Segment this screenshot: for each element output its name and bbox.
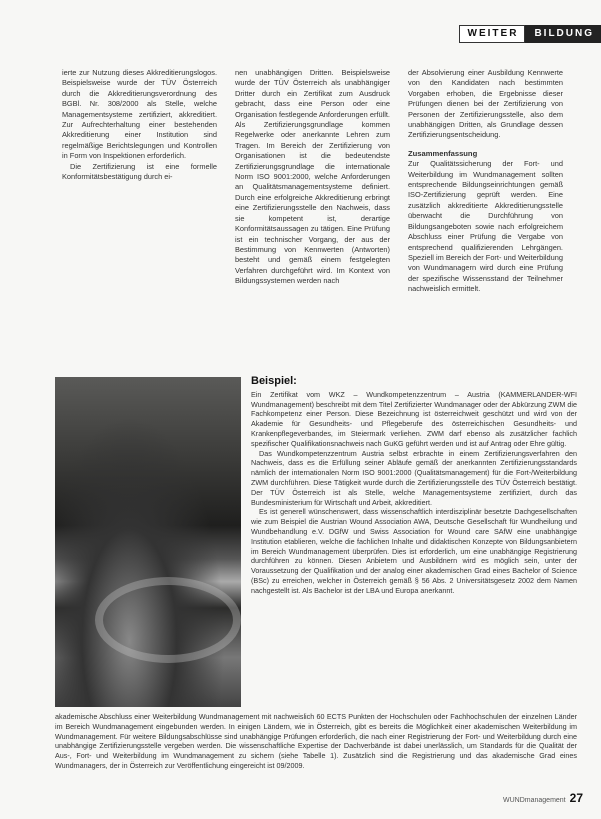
column-2 — [235, 68, 390, 295]
summary-text: Zur Qualitätssicherung der Fort- und Weiterbildung im Wundmanagement sollten entsprechende Bildungseinrichtungen gemäß ISO-Zertifizierung geprüft werden. Eine zusätzlich akkreditierte Akkreditierungsstelle überwacht die Durchführung von Bildungsangeboten sowie nach erfolgreichem Abschluss einer Prüfung die Vergabe von entsprechend qualifizierenden Lehrgängen. Speziell im Bereich der Fort- und Weiterbildung von Wundmanagern wird durch eine Prüfung der spezifische Wissensstand der Teilnehmer nachweislich ermittelt. — [408, 159, 563, 294]
magazine-name: WUNDmanagement — [503, 797, 566, 804]
example-heading: Beispiel: — [251, 375, 297, 387]
section-tag — [459, 25, 601, 43]
column-3-paragraph-1: der Absolvierung einer Ausbildung Kennwerte von den Kandidaten nach bestimmten Vorgaben erhoben, die Ergebnisse dieser Prüfungen dienen bei der Zertifizierung von Personen der Zertifizierungsstelle, also dem unabhängigen Dritten, als Grundlage dessen Zertifizierungsentscheidung. — [408, 68, 563, 140]
wound-photo — [55, 377, 241, 707]
section-label-left: WEITER — [459, 25, 526, 43]
column-2-paragraph-1: nen unabhängigen Dritten. Beispielsweise wurde der TÜV Österreich als unabhängiger Dritter durch ein Zertifikat zum Ausdruck gebracht, dass eine Person oder eine Organisation festlegende Anforderungen erfüllt. Als Zertifizierungsgrundlage kommen Regelwerke oder anerkannte Lehren zum Tragen. Im Bereich der Zertifizierung von Organisationen ist die bedeutendste Zertifizierungsgrundlage die internationale Norm ISO 9001:2000, welche Anforderungen an Qualitätsmanagementsysteme definiert. Durch eine erfolgreiche Akkreditierung erbringt eine Zertifizierungsstelle den Nachweis, dass sie kompetent ist, derartige Konformitätsaussagen zu tätigen. Eine Prüfung ist ein technischer Vorgang, der aus der Bestimmung von Kennwerten (Antworten) besteht und gemäß einem festgelegten Verfahren durchgeführt wird. Im Kontext von Bildungssystemen werden nach — [235, 68, 390, 286]
example-wide-text: akademische Abschluss einer Weiterbildung Wundmanagement mit nachweislich 60 ECTS Punkten der Hochschulen oder Fachhochschulen der einzelnen Länder im Bereich Wundmanagement eingebunden werden. In einigen Ländern, wie in Österreich, gibt es bereits die Möglichkeit einer akademischen Weiterbildung im Wundmanagement. Für weitere Bildungsabschlüsse sind unabhängige Prüfungen erforderlich, die nach einer Registrierung der Fort- und Weiterbildung durch eine unabhängige Zertifizierungsstelle vergeben werden. Die wissenschaftliche Expertise der Dachverbände ist dabei unerlässlich, um Standards für die Qualität der Aus-, Fort- und Weiterbildung im Wundmanagement zu sichern (siehe Tabelle 1). Zusätzlich sind die Registrierung und das akademische Grad eines Wundmanagers, der in Österreich zur Veröffentlichung eingereicht ist 09/2009. — [55, 712, 577, 770]
section-label-right: BILDUNG — [525, 25, 601, 43]
example-paragraph-2: Das Wundkompetenzzentrum Austria selbst erbrachte in einem Zertifizierungsverfahren den Nachweis, dass es die Erfüllung seiner Abläufe gemäß der anerkannten Zertifizierungsstandards nämlich der internationalen Norm ISO 9001:2000 (Qualitätsmanagement) für die Fort-/Weiterbildung ZWM durchführen. Diese Tätigkeit wurde durch die Zertifizierungsstelle des TÜV Österreich bestätigt. Der TÜV Österreich ist als Stelle, welche Managementsysteme zertifiziert, durch das Bundesministerium für Wirtschaft und Arbeit, akkreditiert. — [251, 448, 577, 507]
column-1-paragraph-2: Die Zertifizierung ist eine formelle Konformitätsbestätigung durch ei- — [62, 161, 217, 182]
column-1-paragraph-1: ierte zur Nutzung dieses Akkreditierungslogos. Beispielsweise wurde der TÜV Österreich durch die Akkreditierungsverordnung des BGBl. Nr. 308/2000 als Stelle, welche Managementsysteme zertifiziert, akkreditiert. Zur Aufrechterhaltung einer bestehenden Akkreditierung einer Institution sind regelmäßige Berichtslegungen und Kontrollen in Form von Inspektionen erforderlich. — [62, 68, 217, 161]
example-text — [251, 377, 577, 596]
page-number: 27 — [569, 791, 583, 805]
column-3 — [408, 68, 563, 295]
example-paragraph-3: Es ist generell wünschenswert, dass wissenschaftlich interdisziplinär besetzte Dachgesellschaften wie zum Beispiel die Austrian Wound Association AWA, Deutsche Gesellschaft für Wundheilung und Wundbehandlung e.V. DGfW und Swiss Association for Wound care SAfW eine unabhängige Institution etablieren, welche die fachlichen Inhalte und didaktischen Konzepte von Bildungsanbietern im Bereich Wundmanagement überprüfen. Dies ist erforderlich, um eine unabhängige Registrierung durchführen zu können. Diesen Anbietern und Ausbildnern wird es möglich sein, unter der Voraussetzung der Qualifikation und der analog einer akademischen Grad eines Bachelor of Science (BSc) zu erreichen, welcher in Österreich gemäß § 56 Abs. 2 Universitätsgesetz 2002 dem Namen nachgestellt ist. Als Bachelor ist der LBA und Europa anerkannt. — [251, 507, 577, 595]
example-paragraph-1: Ein Zertifikat vom WKZ – Wundkompetenzzentrum – Austria (KAMMERLANDER-WFI Wundmanagement) beschreibt mit dem Titel Zertifizierter Wundmanager oder der Abkürzung ZWM die Fachkompetenz einer Person. Diese Bezeichnung ist österreichweit geschützt und wird von der Akademie für Gesundheits- und Pflegeberufe des österreichischen Gesundheits- und Krankenpflegeverbandes, im Steiermark verliehen. ZWM darf ebenso als zusätzlicher fachlich spezifischer Qualifikationsnachweis nach GuKG geführt werden und ist auf Antrag oder Ehre gültig. — [251, 389, 577, 448]
summary-heading: Zusammenfassung — [408, 148, 478, 158]
example-box — [55, 375, 577, 770]
page-footer — [503, 791, 583, 805]
article-columns — [62, 68, 578, 295]
column-1 — [62, 68, 217, 295]
